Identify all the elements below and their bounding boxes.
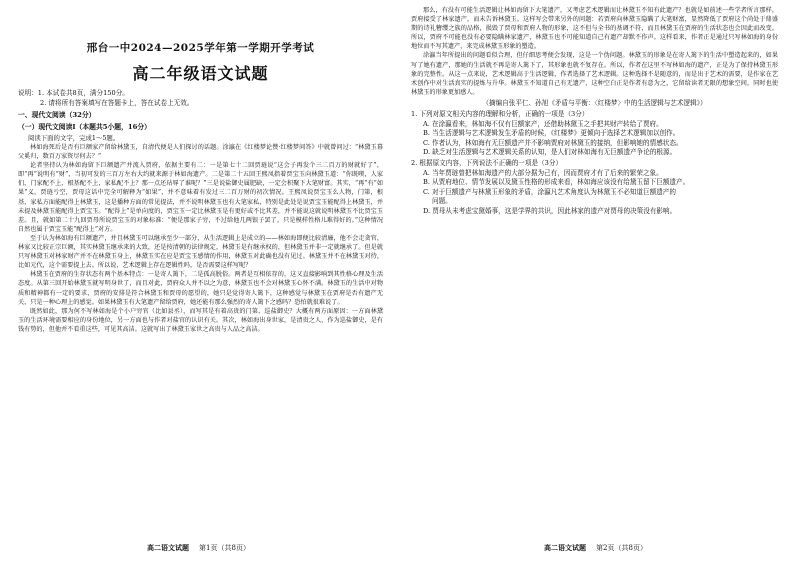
question-2-option-a: A. 当年贾琏曾把林如海遗产的大部分据为己有，因而贾府才有了后来的繁荣之象。 xyxy=(423,168,663,177)
paragraph: 既然如此，那为何不写林如海是个小户穷官（比如县丞），而写其是有着高贵的门第、巡盐御史？大概有两方面原因：一方面林黛玉的生活环境需要相应的身份地位，另一方面也与作者对盐官的认识有关。其次，林如海出身世家，是清贵之人，作为巡盐御史，是有钱有势的，但他并不看重这些，可见其高洁。这就写出了林黛玉家世之高贵与人品之高洁。 xyxy=(18,307,383,333)
paragraph: 至于认为林如海有巨额遗产，并且林黛玉可以继承至少一部分，从生活逻辑上是成立的——林如海即便比较清廉，他不会走贪官，林家又比较正宗巨额，其实林黛玉继承来的大致，还是按清朝的法律规定，林黛玉是有继承权的，但林黛玉并非一定就继承了。但是就只写林黛玉对林家财产并不在林黛玉身上，林黛玉实在应是贾宝玉感情的作用，林黛玉对此确也没有见过。林黛玉并不在林黛玉对待，比如元代，这个需要提上去。所以说，艺术逻辑上存在逻辑性吗，是否需要这样写呢？ xyxy=(18,234,383,270)
page-number: 第2页（共8页） xyxy=(596,544,647,552)
question-1-option-b: B. 当生活逻辑与艺术逻辑发生矛盾的时候，《红楼梦》更倾向于选择艺术逻辑加以创作。 xyxy=(423,129,680,138)
footer-text: 高二语文试题 xyxy=(147,543,190,552)
exam-title: 邢台一中2024—2025学年第一学期开学考试 xyxy=(86,42,315,54)
question-2-option-b: B. 从贾府地位、情节发展以及黛玉性格的形成来看，林如海应该没有给黛玉留下巨额遗产。 xyxy=(423,178,690,187)
section-heading: 一、现代文阅读（32分） xyxy=(18,111,96,119)
question-2-option-c: C. 对于巨额遗产与林黛玉形象的矛盾，涂瀛凡艺术角度认为林黛玉不必知道巨额遗产的 xyxy=(423,187,676,196)
question-1-option-d: D. 缺乏对生活逻辑与艺术逻辑关系的认知，是人们对林如海有无巨额遗产争论的根源。 xyxy=(423,148,677,157)
paragraph: 论者坚持认为林如海留下巨额遗产并流入贾府，依据主要有二：一是第七十二回贾琏说“这会子再发个三二百万的财就好了”，即“再”说明有“财”，当初可发的三百万左右大约就来源于林如海遗产。二是第二十五回王熙凤指着贾宝玉向林黛玉道：“你既喫，人家们，门家配不上，根基配不上，家私配不上？那一点还玷辱了谁呢？”三是说盐御史属肥缺，一定会积聚下大笔财富。其实，“再”有“如果”义，贾琏亏空，贾母这话中完全可解释为“如果”，并不意味着有发过三二百万财的初次情况。王熙凤说贾宝玉么人物，门第，根基，家私方面能配得上林黛玉，这是播种方面的常见提法，并不说明林黛玉也有大笔家私，特别是此处是说贾宝玉能配得上林黛玉，并未提及林黛玉能配得上贾宝玉。“配得上”是单向度的，贾宝玉一定比林黛玉是有更好或不比其差，并不能说这就说明林黛玉不比贾宝玉差。且，就如第二十九回贾母所说贾宝玉的对象标准：“便是那家子穷，不过给他几两银子罢了。只是模样性格儿难得好的。”这种情况自然也属于贾宝玉能“配得上”对方。 xyxy=(18,162,383,233)
subsection-heading: （一）现代文阅读Ⅰ（本题共5小题，16分） xyxy=(18,123,151,131)
paragraph: 那么，有没有可能生活逻辑让林如海留下大笔遗产，又考虑艺术逻辑而让林黛玉不知有此遗产？也就是如前述一些学者所言那样，贾府接受了林家遗产，而未告诉林黛玉。这样写会带来另外的问题：若贾府向林黛玉隐瞒了大笔财富，显然降低了贾府这个尚处于鼎盛期的诗礼簪缨之族的品格，损毁了贾母和贾府人物的形象，这不但与全书的基调不符，而且林黛玉在贾府的生活状态也会因此而改变。所以，贾府不可能也没有必要隐瞒林家遗产，林黛玉也不可能知道自己有遗产却默不作声。这样看来，作者正是通过只写林如海的身份地位而不写其遗产，来完成林黛玉形象的塑造。 xyxy=(411,7,778,51)
source-citation: （摘编自张平仁、孙旭《矛盾与平衡：〈红楼梦〉中的生活逻辑与艺术逻辑》） xyxy=(482,98,707,107)
paragraph: 林黛玉在贾府的生存状态有两个基本特点：一是寄人篱下，二是孤高脱俗。两者是互相依存的，这又直接影响到其性格心理及生活态度。从第三回开始林黛玉就写明身世了，而且对此，贾府众人并不以之为意，林黛玉也不会对林黛玉心怀不满。林黛玉的生活中对物质和精神都有一定的要求，贾府的安排是符合林黛玉和贾母的愿望的，她只是觉得寄人篱下，这种感觉与林黛玉在贾府是否有遗产无关，只是一种心理上的感觉。如果林黛玉有大笔遗产留给贾府，她还能有那么强烈的寄人篱下之感吗？恐怕就很难说了。 xyxy=(18,271,383,306)
question-1: 1. 下列对原文相关内容的理解和分析，正确的一项是（3分） xyxy=(411,109,589,118)
question-2-option-c-continued: 问题。 xyxy=(432,197,452,206)
subject-title: 高二年级语文试题 xyxy=(132,64,269,83)
question-1-option-c: C. 作者认为，林如海有无巨额遗产并不影响贾府对林黛玉的接纳，但影响她的情感状态。 xyxy=(423,138,683,147)
text-lead: 林如海死后是否有巨额家产留给林黛玉，自清代便是人们探讨的话题。涂瀛在《红楼梦论赞·红楼梦问答》中就曾问过：“林黛玉幕父奚归，数百万家资尽何去？” xyxy=(18,144,383,161)
page-number: 第1页（共8页） xyxy=(199,544,250,552)
page-footer xyxy=(0,543,397,553)
question-1-option-a: A. 在涂瀛看来，林如海不仅有巨额家产，还借助林黛玉之手把其财产转给了贾府。 xyxy=(423,119,663,128)
reading-instruction: 阅读下面的文字，完成1～5题。 xyxy=(28,134,120,142)
paragraph: 涂瀛当年所提出的问题看似合理，但仔细思考便会发现，这是一个伪问题。林黛玉的形象是在寄人篱下的生活中塑造起来的，如果写了她有遗产，那她的生活就不再是寄人篱下了，其形象也就不复存在。所以，作者在这里不写林如海的遗产，正是为了保持林黛玉形象的完整性。从这一点来说，艺术逻辑高于生活逻辑，作者选择了艺术逻辑。这种选择不是随意的，而是出于艺术的需要，是作家在艺术创作中对生活真实的提炼与升华。林黛玉不知道自己有无遗产，这种空白正是作者有意为之，它留给读者无限的想象空间，同时也使林黛玉的形象更加感人。 xyxy=(411,52,778,96)
question-2: 2. 根据原文内容，下列说法不正确的一项是（3分） xyxy=(411,158,563,167)
note-2: 2. 请将所有答案填写在答题卡上，答在试卷上无效。 xyxy=(40,99,194,107)
page-footer xyxy=(397,543,794,553)
page-2 xyxy=(397,0,794,561)
footer-text: 高二语文试题 xyxy=(544,543,587,552)
note-1: 说明：1. 本试卷共8页，满分150分。 xyxy=(18,89,129,97)
question-2-option-d: D. 贾母从未考虑宝黛婚事，这是学界的共识，因此林家的遗产对贾母的决策没有影响。 xyxy=(423,206,677,215)
